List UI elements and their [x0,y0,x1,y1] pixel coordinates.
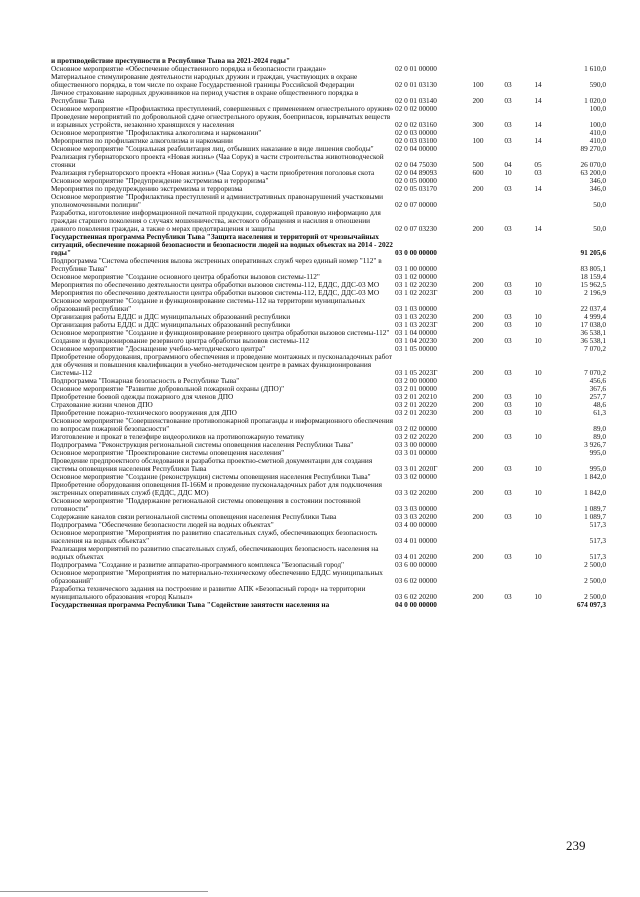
cell-code: 03 1 04 00000 [395,328,437,337]
cell-amount: 89,0 [593,424,606,433]
cell-name: Изготовление и прокат в телеэфире видеороликов на противопожарную тематику [51,432,305,441]
cell-amount: 2 500,0 [584,576,606,585]
cell-amount: 1 842,0 [584,472,606,481]
cell-c4: 03 [504,80,512,89]
cell-c5: 10 [534,464,542,473]
cell-name: Подпрограмма "Реконструкция региональной системы оповещения населения Республики Тыва" [51,440,354,449]
table-row [51,73,606,89]
cell-amount: 2 500,0 [584,592,606,601]
cell-c3: 200 [472,288,484,297]
cell-name: Страхование жизни членов ДПО [51,400,153,409]
cell-c3: 500 [472,160,484,169]
table-row [51,297,606,313]
cell-code: 02 0 04 89093 [395,168,437,177]
cell-code: 03 2 02 20220 [395,432,437,441]
cell-amount: 367,6 [589,384,606,393]
cell-c4 [493,529,523,545]
cell-amount: 48,6 [593,400,606,409]
cell-c3 [463,521,493,529]
cell-amount: 590,0 [589,80,606,89]
cell-c3: 200 [472,464,484,473]
cell-name: Основное мероприятие "Совершенствование противопожарной пропаганды и информационного обеспечения по вопросам пожарной безопасности" [51,416,393,433]
cell-c4: 03 [504,512,512,521]
cell-c3: 200 [472,96,484,105]
cell-code: 02 0 07 03230 [395,224,437,233]
table-row [51,569,606,585]
cell-amount: 22 037,4 [580,304,606,313]
cell-name: Основное мероприятие «Профилактика преступлений, совершенных с применением огнестрельного оружия» [51,104,394,113]
cell-name: Основное мероприятие "Поддержание региональной системы оповещения в состоянии постоянной готовности" [51,496,361,513]
cell-name: и противодействие преступности в Республике Тыва на 2021-2024 годы" [51,56,291,65]
cell-c5: 14 [534,120,542,129]
cell-c5 [523,473,553,481]
cell-c3: 200 [472,312,484,321]
cell-c3: 200 [472,408,484,417]
cell-code: 03 1 00 00000 [395,264,437,273]
cell-c5 [523,297,553,313]
cell-amount: 517,3 [589,552,606,561]
cell-c5 [523,601,553,609]
cell-c4: 03 [504,224,512,233]
cell-amount: 2 500,0 [584,560,606,569]
table-row [51,209,606,233]
cell-code: 03 3 01 00000 [395,448,437,457]
cell-code: 03 1 02 20230 [395,280,437,289]
cell-code: 03 2 00 00000 [395,376,437,385]
cell-c5 [523,569,553,585]
cell-c3 [463,297,493,313]
cell-amount: 36 538,1 [580,328,606,337]
cell-c3: 200 [472,592,484,601]
cell-name: Реализация губернаторского проекта «Новая жизнь» (Чаа Сорук) в части строительства животноводческой стоянки [51,152,384,169]
cell-code: 03 1 04 20230 [395,336,437,345]
cell-c5: 10 [534,432,542,441]
cell-c4 [493,105,523,113]
cell-amount: 3 926,7 [584,440,606,449]
cell-c4 [493,65,523,73]
cell-c5 [523,497,553,513]
cell-code: 03 1 03 2023Г [395,320,438,329]
table-row [51,481,606,497]
cell-c4: 03 [504,368,512,377]
cell-c5: 14 [534,136,542,145]
cell-amount: 7 070,2 [584,368,606,377]
cell-name: Основное мероприятие «Обеспечение общественного порядка и безопасности граждан» [51,64,327,73]
cell-c5: 10 [534,488,542,497]
cell-c3 [463,65,493,73]
cell-code: 03 0 00 00000 [395,248,437,257]
cell-name: Основное мероприятие "Мероприятия по развитию спасательных служб, обеспечивающих безопасность населения на водных объектах" [51,528,378,545]
cell-c5 [523,257,553,273]
cell-amount: 674 097,3 [576,600,606,609]
cell-c3: 200 [472,320,484,329]
cell-code: 03 6 00 00000 [395,560,437,569]
table-row [51,89,606,105]
cell-code: 03 1 05 00000 [395,344,437,353]
cell-name: Основное мероприятие "Профилактика преступлений и административных правонарушений участковыми уполномоченными полиции" [51,192,384,209]
cell-amount: 61,3 [593,408,606,417]
cell-c5: 14 [534,184,542,193]
cell-code: 02 0 07 00000 [395,200,437,209]
cell-amount: 410,0 [589,136,606,145]
cell-name: Разработка технического задания на построение и развитие АПК «Безопасный город» на территории муниципального образования «город Кызыл» [51,584,366,601]
cell-c4: 03 [504,184,512,193]
cell-amount: 456,6 [589,376,606,385]
cell-c4 [493,521,523,529]
cell-name: Личное страхование народных дружинников на период участия в охране общественного порядка в Республике Тыва [51,88,359,105]
cell-name: Приобретение оборудования оповещения П-166М и проведение пусконаладочных работ для подключения экстренных оперативных служб (ЕДДС, ДДС МО) [51,480,383,497]
cell-code: 02 0 05 00000 [395,176,437,185]
table-row [51,457,606,473]
footer-rule [0,891,208,892]
cell-c3 [463,497,493,513]
cell-amount: 346,0 [589,184,606,193]
cell-code: 02 0 01 03140 [395,96,437,105]
cell-c3: 200 [472,368,484,377]
cell-c4 [493,561,523,569]
cell-amount: 83 805,1 [580,264,606,273]
cell-c3 [463,57,493,65]
cell-c4: 03 [504,96,512,105]
cell-amount: 517,3 [589,536,606,545]
cell-name: Организация работы ЕДДС и ДДС муниципальных образований республики [51,320,291,329]
cell-amount: 18 159,4 [580,272,606,281]
cell-c5: 14 [534,96,542,105]
table-row [51,153,606,169]
cell-code: 03 6 02 20200 [395,592,437,601]
cell-code: 03 1 02 00000 [395,272,437,281]
cell-c5: 10 [534,512,542,521]
cell-c4 [493,145,523,153]
cell-c3 [463,257,493,273]
cell-c5: 10 [534,552,542,561]
cell-code: 03 1 03 00000 [395,304,437,313]
cell-c5: 05 [534,160,542,169]
cell-c5 [523,193,553,209]
cell-name: Подпрограмма "Создание и развитие аппаратно-программного комплекса "Безопасный город" [51,560,345,569]
cell-code: 02 0 02 00000 [395,104,437,113]
cell-name: Основное мероприятие "Предупреждение экстремизма и терроризма" [51,176,269,185]
cell-c5: 14 [534,80,542,89]
cell-name: Основное мероприятие "Развитие добровольной пожарной охраны (ДПО)" [51,384,285,393]
cell-amount: 517,3 [589,520,606,529]
cell-c4: 03 [504,336,512,345]
cell-c5: 03 [534,168,542,177]
cell-amount: 346,0 [589,176,606,185]
cell-c5: 10 [534,320,542,329]
cell-code: 03 4 01 00000 [395,536,437,545]
table-row [51,545,606,561]
cell-amount: 410,0 [589,128,606,137]
cell-c3: 200 [472,280,484,289]
cell-c4 [493,57,523,65]
cell-c4 [493,345,523,353]
cell-name: Основное мероприятие "Создание основного центра обработки вызовов системы-112" [51,272,320,281]
cell-c3: 200 [472,392,484,401]
cell-c5: 10 [534,400,542,409]
cell-c5: 10 [534,288,542,297]
cell-name: Приобретение оборудования, программного обеспечения и проведение монтажных и пусконаладочных работ для обучения и повышения квалификации в учебно-методическом центре в рамках функционирования Системы-112 [51,352,393,377]
cell-code: 03 3 03 20200 [395,512,437,521]
cell-c4 [493,193,523,209]
cell-name: Подпрограмма "Обеспечение безопасности людей на водных объектах" [51,520,274,529]
cell-c5 [523,377,553,385]
cell-c5: 10 [534,408,542,417]
cell-code: 02 0 05 03170 [395,184,437,193]
cell-c4: 03 [504,320,512,329]
table-row [51,353,606,377]
cell-c3 [463,529,493,545]
cell-amount: 36 538,1 [580,336,606,345]
cell-name: Мероприятия по профилактике алкоголизма и наркомании [51,136,233,145]
cell-c4: 03 [504,392,512,401]
cell-c3 [463,569,493,585]
cell-c5 [523,233,553,257]
cell-amount: 89 270,0 [580,144,606,153]
cell-name: Основное мероприятие "Доснащение учебно-методического центра" [51,344,266,353]
cell-amount: 995,0 [589,448,606,457]
cell-c4 [493,473,523,481]
cell-name: Организация работы ЕДДС и ДДС муниципальных образований республики [51,312,291,321]
cell-amount: 7 070,2 [584,344,606,353]
table-row [51,529,606,545]
cell-code: 03 2 02 00000 [395,424,437,433]
cell-c5 [523,529,553,545]
cell-name: Мероприятия по обеспечению деятельности центра обработки вызовов системы-112, ЕДДС, ДДС-03 МО [51,280,380,289]
cell-c5 [523,105,553,113]
cell-code: 03 2 01 20210 [395,392,437,401]
cell-c3 [463,145,493,153]
cell-c5 [523,441,553,449]
cell-c4: 03 [504,280,512,289]
cell-name: Основное мероприятие "Мероприятия по материально-техническому обеспечению ЕДДС муниципальных образований" [51,568,383,585]
cell-c4 [493,417,523,433]
cell-c4: 03 [504,400,512,409]
cell-c3: 600 [472,168,484,177]
cell-c3: 200 [472,552,484,561]
table-row [51,497,606,513]
cell-c5: 10 [534,312,542,321]
cell-code: 03 4 01 20200 [395,552,437,561]
cell-c4 [493,297,523,313]
cell-c4: 10 [504,168,512,177]
cell-c3 [463,193,493,209]
cell-amount: 4 999,4 [584,312,606,321]
cell-amount: 1 089,7 [584,512,606,521]
cell-c5 [523,345,553,353]
cell-name: Создание и функционирование резервного центра обработки вызовов системы-112 [51,336,310,345]
cell-c3 [463,561,493,569]
cell-c4 [493,441,523,449]
cell-amount: 100,0 [589,120,606,129]
cell-code: 03 1 03 20230 [395,312,437,321]
cell-code: 03 3 02 20200 [395,488,437,497]
cell-name: Проведение мероприятий по добровольной сдаче огнестрельного оружия, боеприпасов, взрывчатых веществ и взрывных устройств, незаконно хранящихся у населения [51,112,391,129]
cell-c3: 300 [472,120,484,129]
cell-code: 02 0 03 00000 [395,128,437,137]
cell-c3 [463,105,493,113]
cell-c4: 04 [504,160,512,169]
cell-code: 03 3 00 00000 [395,440,437,449]
cell-c3: 200 [472,184,484,193]
cell-name: Мероприятия по обеспечению деятельности центра обработки вызовов системы-112, ЕДДС, ДДС-03 МО [51,288,380,297]
table-row [51,233,606,257]
cell-amount: 91 205,6 [580,248,606,257]
cell-name: Государственная программа Республики Тыва "Защита населения и территорий от чрезвычайных ситуаций, обеспечение пожарной безопасности и безопасности людей на водных объектах на 2014 - 2022 годы" [51,232,393,257]
table-row [51,585,606,601]
table-row [51,193,606,209]
cell-name: Реализация мероприятий по развитию спасательных служб, обеспечивающих безопасность населения на водных объектах [51,544,379,561]
cell-c3 [463,441,493,449]
cell-c3 [463,233,493,257]
cell-name: Мероприятия по предупреждению экстремизма и терроризма [51,184,243,193]
cell-name: Основное мероприятие "Создание (реконструкция) системы оповещения населения Республики Тыва" [51,472,371,481]
cell-c4: 03 [504,136,512,145]
cell-code: 04 0 00 00000 [395,600,437,609]
cell-c5 [523,449,553,457]
cell-amount: 50,0 [593,200,606,209]
cell-code: 03 3 01 2020Г [395,464,438,473]
cell-code: 03 3 03 00000 [395,504,437,513]
cell-name: Государственная программа Республики Тыва "Содействие занятости населения на [51,600,330,609]
cell-c5 [523,561,553,569]
cell-c5: 14 [534,224,542,233]
cell-amount: 2 196,9 [584,288,606,297]
cell-c4: 03 [504,488,512,497]
cell-code: 02 0 04 75030 [395,160,437,169]
cell-c3 [463,601,493,609]
cell-c5 [523,65,553,73]
cell-c4 [493,449,523,457]
cell-c5 [523,521,553,529]
cell-amount: 1 842,0 [584,488,606,497]
cell-c3 [463,377,493,385]
cell-c4 [493,497,523,513]
cell-name: Основное мероприятие "Создание и функционирование резервного центра обработки вызовов системы-112" [51,328,390,337]
cell-amount: 63 200,0 [580,168,606,177]
cell-name: Приобретение боевой одежды пожарного для членов ДПО [51,392,234,401]
cell-c4 [493,377,523,385]
cell-name: Основное мероприятие "Проектирование системы оповещения населения" [51,448,285,457]
cell-c4: 03 [504,288,512,297]
cell-amount: 89,0 [593,432,606,441]
page-number: 239 [566,838,586,853]
cell-c5 [523,145,553,153]
cell-c4 [493,569,523,585]
cell-name: Приобретение пожарно-технического вооружения для ДПО [51,408,237,417]
cell-c3: 200 [472,512,484,521]
cell-amount: 15 962,5 [580,280,606,289]
cell-code: 03 1 05 2023Г [395,368,438,377]
cell-amount: 50,0 [593,224,606,233]
cell-name: Разработка, изготовление информационной печатной продукции, содержащей правовую информацию для граждан старшего поколения о случаях мошенничества, жестокого обращения и насилия в отношении данного поколения граждан, а также о мерах предотвращения и защиты [51,208,381,233]
budget-table [51,57,606,609]
cell-c4: 03 [504,592,512,601]
cell-c3 [463,417,493,433]
cell-name: Проведение предпроектного обследования и разработка проектно-сметной документации для создания системы оповещения населения Республики Тыва [51,456,373,473]
cell-c4 [493,601,523,609]
cell-c3: 200 [472,224,484,233]
cell-c4: 03 [504,432,512,441]
cell-c4 [493,233,523,257]
cell-c4 [493,257,523,273]
cell-c3 [463,473,493,481]
cell-c5 [523,57,553,65]
cell-amount: 1 610,0 [584,64,606,73]
cell-c4: 03 [504,120,512,129]
cell-code: 03 6 02 00000 [395,576,437,585]
cell-c4: 03 [504,552,512,561]
cell-c3: 200 [472,432,484,441]
cell-name: Подпрограмма "Пожарная безопасность в Республике Тыва" [51,376,240,385]
cell-code: 03 3 02 00000 [395,472,437,481]
cell-code: 03 2 01 20230 [395,408,437,417]
cell-name: Реализация губернаторского проекта «Новая жизнь» (Чаа Сорук) в части приобретения поголовья скота [51,168,375,177]
cell-amount: 26 070,0 [580,160,606,169]
cell-c5 [523,417,553,433]
cell-c3: 100 [472,80,484,89]
cell-c4: 03 [504,408,512,417]
cell-amount: 100,0 [589,104,606,113]
cell-c5: 10 [534,592,542,601]
cell-c3 [463,345,493,353]
cell-name: Основное мероприятие "Создание и функционирование системы-112 на территории муниципальных образований республики" [51,296,366,313]
cell-code: 02 0 01 03130 [395,80,437,89]
cell-amount: 17 038,0 [580,320,606,329]
cell-code: 02 0 02 03160 [395,120,437,129]
cell-code: 02 0 01 00000 [395,64,437,73]
cell-name: Подпрограмма "Система обеспечения вызова экстренных оперативных служб через единый номер "112" в Республике Тыва" [51,256,382,273]
cell-c4: 03 [504,312,512,321]
cell-c3: 200 [472,400,484,409]
cell-c3 [463,449,493,457]
cell-name: Содержание каналов связи региональной системы оповещения населения Республики Тыва [51,512,337,521]
cell-name: Материальное стимулирование деятельности народных дружин и граждан, участвующих в охране общественного порядка, в том числе по охране Государственной границы Российской Федерации [51,72,358,89]
cell-c5: 10 [534,280,542,289]
cell-code: 03 2 01 20220 [395,400,437,409]
cell-c3: 200 [472,488,484,497]
cell-c5: 10 [534,368,542,377]
cell-amount: 257,7 [589,392,606,401]
cell-c4: 03 [504,464,512,473]
cell-c3: 200 [472,336,484,345]
cell-amount: 995,0 [589,464,606,473]
budget-table-body [51,57,606,609]
cell-name: Основное мероприятие "Социальная реабилитация лиц, отбывших наказание в виде лишения свободы" [51,144,374,153]
cell-amount: 1 020,0 [584,96,606,105]
cell-amount: 1 089,7 [584,504,606,513]
table-row [51,417,606,433]
cell-code: 02 0 03 03100 [395,136,437,145]
cell-name: Основное мероприятие "Профилактика алкоголизма и наркомании" [51,128,262,137]
cell-c5: 10 [534,336,542,345]
table-row [51,601,606,609]
cell-code: 03 4 00 00000 [395,520,437,529]
table-row [51,113,606,129]
cell-c5: 10 [534,392,542,401]
cell-code: 03 2 01 00000 [395,384,437,393]
table-row [51,257,606,273]
cell-code: 03 1 02 2023Г [395,288,438,297]
cell-code: 02 0 04 00000 [395,144,437,153]
cell-c3: 100 [472,136,484,145]
